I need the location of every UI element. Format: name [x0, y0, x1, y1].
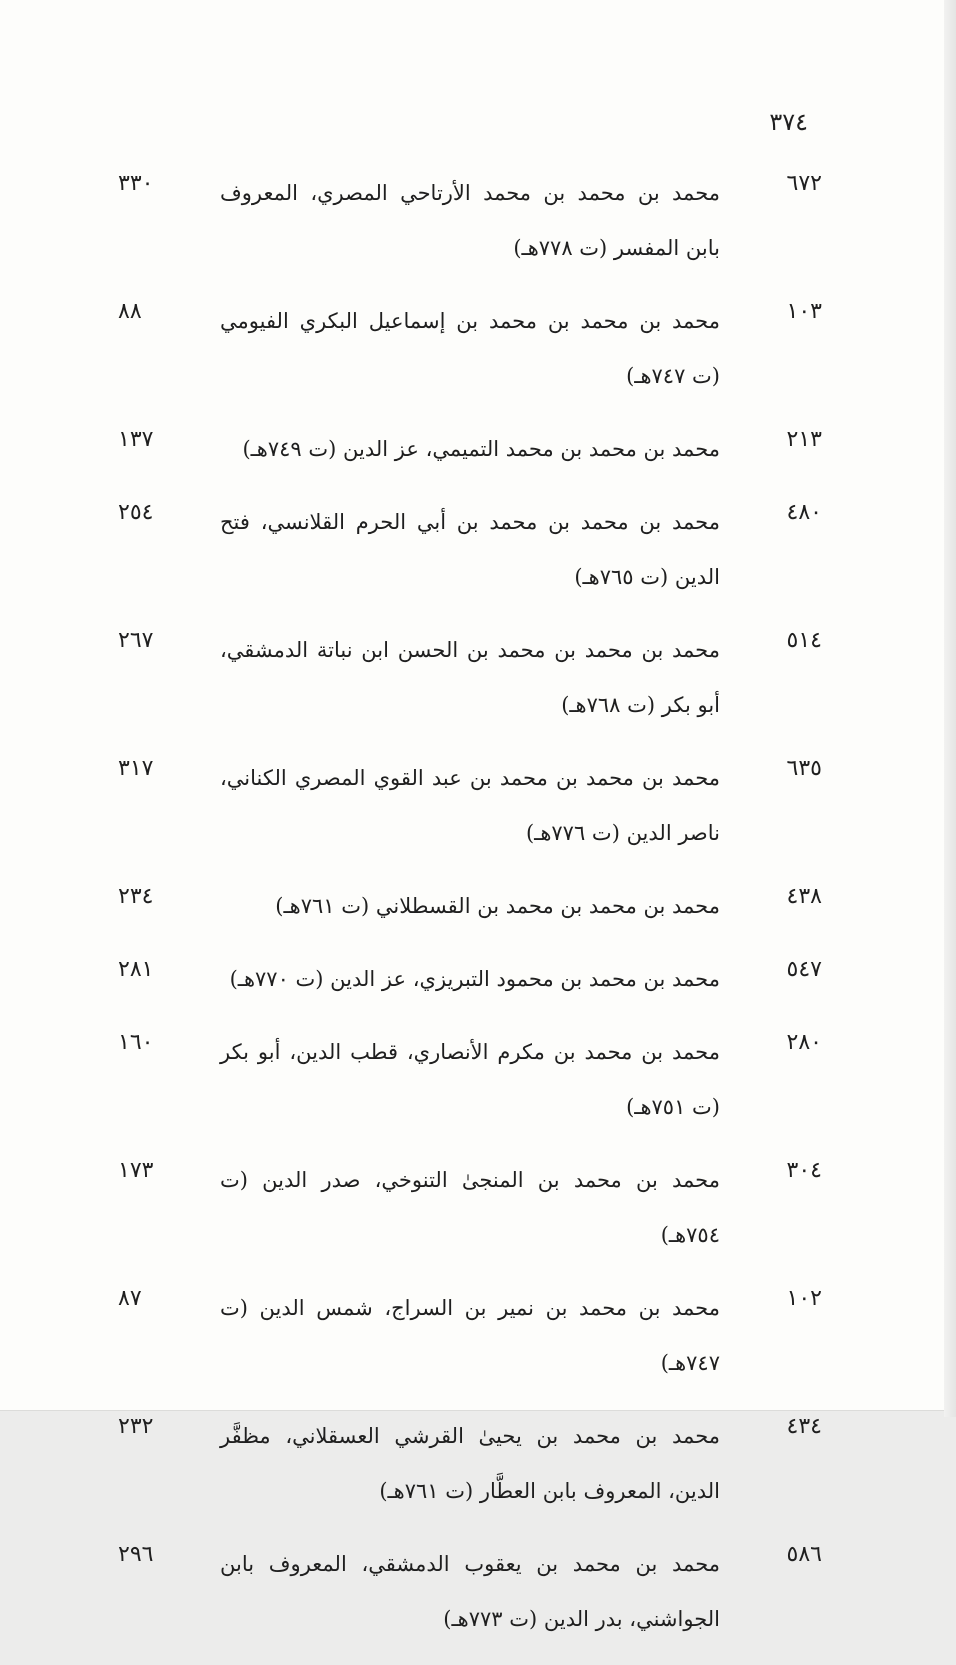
- entry-name: محمد بن محمد بن محمود التبريزي، عز الدين (ت ٧٧٠هـ): [229, 967, 720, 991]
- entry-number: ١٠٢: [786, 1286, 822, 1311]
- entry-name: محمد بن محمد بن محمد الأرتاحي المصري، المعروف بابن المفسر (ت ٧٧٨هـ): [220, 181, 720, 260]
- entry-page-reference: ٢٦٧: [118, 628, 154, 653]
- entry-number: ٢١٣: [786, 427, 822, 452]
- index-entry: [118, 166, 822, 276]
- entry-name: محمد بن محمد بن المنجىٰ التنوخي، صدر الدين (ت ٧٥٤هـ): [220, 1168, 720, 1247]
- entry-number: ٤٣٨: [786, 884, 822, 909]
- index-entry: [118, 1537, 822, 1647]
- entry-name: محمد بن محمد بن محمد بن إسماعيل البكري الفيومي (ت ٧٤٧هـ): [220, 309, 720, 388]
- entry-number: ٣٠٤: [786, 1158, 822, 1183]
- entry-number: ٤٣٤: [786, 1414, 822, 1439]
- index-entry: [118, 422, 822, 477]
- entry-number: ٦٣٥: [786, 756, 822, 781]
- entry-page-reference: ٣١٧: [118, 756, 154, 781]
- entry-number: ٦٧٢: [786, 171, 822, 196]
- entry-page-reference: ٢٣٤: [118, 884, 154, 909]
- entry-page-reference: ١٧٣: [118, 1158, 154, 1183]
- page-number: ٣٧٤: [769, 108, 808, 136]
- entry-name: محمد بن محمد بن مكرم الأنصاري، قطب الدين، أبو بكر (ت ٧٥١هـ): [220, 1040, 720, 1119]
- entry-name: محمد بن محمد بن محمد التميمي، عز الدين (ت ٧٤٩هـ): [242, 437, 720, 461]
- index-entry: [118, 623, 822, 733]
- entry-page-reference: ٣٣٠: [118, 171, 154, 196]
- index-list: [118, 166, 822, 1665]
- index-entry: [118, 495, 822, 605]
- entry-number: ٥١٤: [786, 628, 822, 653]
- entry-name: محمد بن محمد بن محمد بن القسطلاني (ت ٧٦١هـ): [275, 894, 720, 918]
- index-entry: [118, 1409, 822, 1519]
- entry-name: محمد بن محمد بن محمد بن الحسن ابن نباتة الدمشقي، أبو بكر (ت ٧٦٨هـ): [220, 638, 720, 717]
- entry-name: محمد بن محمد بن يعقوب الدمشقي، المعروف بابن الجواشني، بدر الدين (ت ٧٧٣هـ): [220, 1552, 720, 1631]
- entry-name: محمد بن محمد بن محمد بن عبد القوي المصري الكناني، ناصر الدين (ت ٧٧٦هـ): [220, 766, 720, 845]
- entry-page-reference: ١٦٠: [118, 1030, 154, 1055]
- index-entry: [118, 751, 822, 861]
- entry-page-reference: ٢٥٤: [118, 500, 154, 525]
- entry-number: ١٠٣: [786, 299, 822, 324]
- index-entry: [118, 294, 822, 404]
- index-entry: [118, 1025, 822, 1135]
- index-entry: [118, 1281, 822, 1391]
- entry-number: ٢٨٠: [786, 1030, 822, 1055]
- index-entry: [118, 879, 822, 934]
- entry-page-reference: ٢٩٦: [118, 1542, 154, 1567]
- entry-name: محمد بن محمد بن نمير بن السراج، شمس الدين (ت ٧٤٧هـ): [220, 1296, 720, 1375]
- page-edge-shadow: [944, 0, 956, 1417]
- entry-name: محمد بن محمد بن يحيىٰ القرشي العسقلاني، مظفَّر الدين، المعروف بابن العطَّار (ت ٧٦١هـ): [220, 1424, 720, 1503]
- entry-page-reference: ١٣٧: [118, 427, 154, 452]
- entry-number: ٤٨٠: [786, 500, 822, 525]
- index-entry: [118, 1153, 822, 1263]
- entry-page-reference: ٢٣٢: [118, 1414, 154, 1439]
- entry-page-reference: ٨٨: [118, 299, 142, 324]
- entry-page-reference: ٨٧: [118, 1286, 142, 1311]
- entry-page-reference: ٢٨١: [118, 957, 154, 982]
- entry-number: ٥٨٦: [786, 1542, 822, 1567]
- index-entry: [118, 952, 822, 1007]
- entry-name: محمد بن محمد بن محمد بن أبي الحرم القلانسي، فتح الدين (ت ٧٦٥هـ): [220, 510, 720, 589]
- entry-number: ٥٤٧: [786, 957, 822, 982]
